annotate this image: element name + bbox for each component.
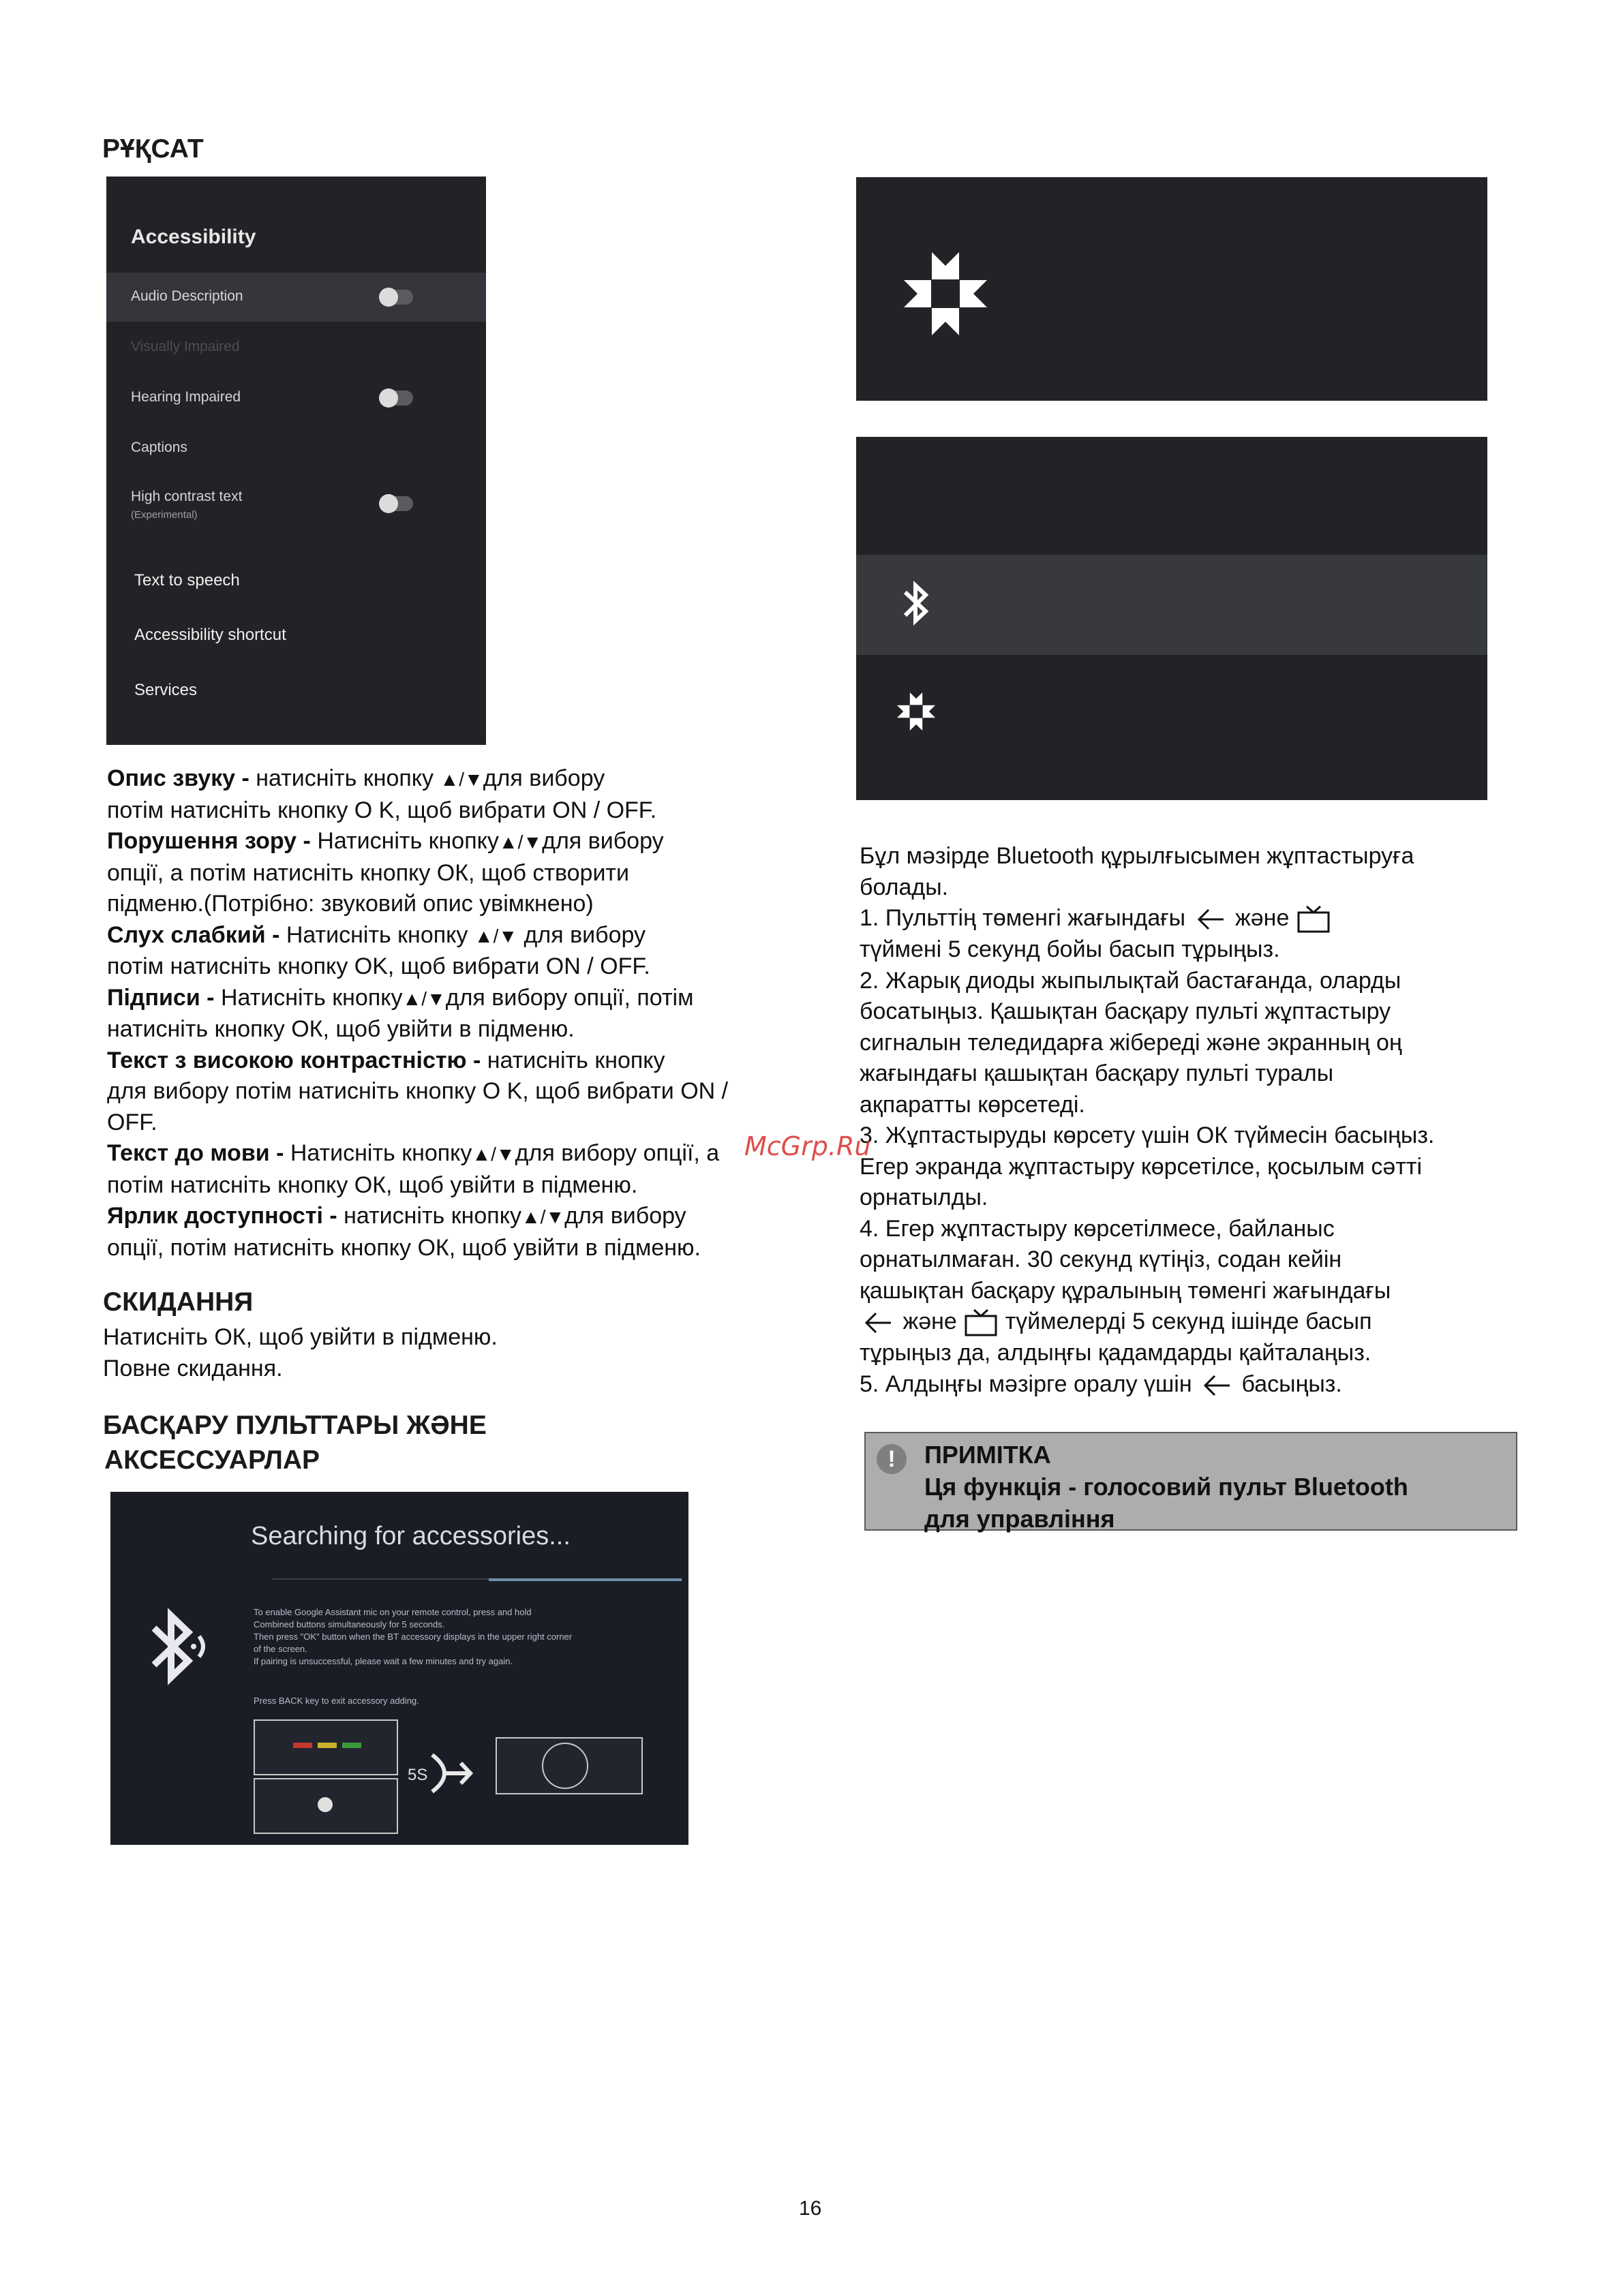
gamepad-screen [856, 177, 1487, 401]
ok-button-icon [542, 1743, 588, 1789]
text: 1. Пульттің төменгі жағындағы [860, 905, 1186, 931]
text-bold: Ярлик доступності - [107, 1203, 344, 1229]
text: Повне скидання. [103, 1355, 283, 1381]
high-contrast-toggle[interactable] [380, 496, 413, 511]
red-key [293, 1743, 312, 1748]
text: для вибору опції, а [515, 1140, 720, 1166]
note-line: Ця функція - голосовий пульт Bluetooth [924, 1473, 1408, 1501]
pairing-description [860, 841, 1541, 1400]
menu-item-label: Hearing Impaired [131, 389, 241, 405]
menu-item-accessibility-shortcut[interactable]: Accessibility shortcut [134, 626, 286, 644]
text: для вибору [517, 921, 646, 948]
menu-item-text-to-speech[interactable]: Text to speech [134, 571, 240, 590]
bluetooth-icon [140, 1606, 229, 1688]
text: 5. Алдыңғы мәзірге оралу үшін [860, 1371, 1192, 1397]
text: Натисніть кнопку [286, 921, 474, 948]
menu-item-audio-description[interactable] [106, 273, 486, 322]
instruction-line: Combined buttons simultaneously for 5 seconds. [254, 1619, 445, 1629]
up-down-arrows-icon: ▲/▼ [472, 1144, 515, 1165]
accessories-instructions [254, 1606, 572, 1668]
text-bold: Підписи - [107, 984, 221, 1011]
text: түймені 5 секунд бойы басып тұрыңыз. [860, 936, 1280, 963]
note-title: ПРИМІТКА [924, 1441, 1051, 1469]
menu-item-services[interactable]: Services [134, 681, 198, 699]
remote-top-illustration [254, 1719, 398, 1775]
text: және [1235, 905, 1290, 931]
text: 4. Егер жұптастыру көрсетілмесе, байланыс [860, 1215, 1335, 1242]
menu-item-hearing-impaired[interactable] [106, 373, 486, 423]
progress-track [273, 1578, 489, 1580]
text: ақпаратты көрсетеді. [860, 1091, 1085, 1118]
text: Натисніть кнопку [317, 828, 499, 854]
accessibility-screen-title: Accessibility [131, 226, 256, 248]
remote-bottom-illustration [254, 1778, 398, 1834]
tv-icon [1296, 904, 1331, 934]
section-title-reset: СКИДАННЯ [103, 1287, 254, 1317]
accessibility-screen [106, 177, 486, 745]
up-down-arrows-icon: ▲/▼ [474, 925, 518, 947]
section-title-permission: РҰҚСАТ [102, 134, 204, 164]
text: опції, потім натисніть кнопку ОК, щоб увійти в підменю. [107, 1234, 701, 1261]
menu-item-sublabel: (Experimental) [131, 509, 198, 521]
menu-item-captions[interactable] [106, 424, 486, 473]
text: опції, а потім натисніть кнопку ОК, щоб створити [107, 859, 629, 886]
section-title-remotes: БАСҚАРУ ПУЛЬТТАРЫ ЖӘНЕ [103, 1411, 487, 1440]
progress-indicator [489, 1578, 682, 1581]
instruction-line: of the screen. [254, 1644, 307, 1654]
menu-item-visually-impaired [106, 323, 486, 372]
text: для вибору опції, потім [445, 984, 694, 1011]
accessories-search-title: Searching for accessories... [251, 1522, 571, 1550]
back-arrow-icon [1198, 1373, 1235, 1398]
text: натисніть кнопку ОК, щоб увійти в підменю. [107, 1016, 575, 1042]
back-key-hint: Press BACK key to exit accessory adding. [254, 1696, 419, 1706]
text: Натисніть ОК, щоб увійти в підменю. [103, 1324, 498, 1350]
menu-item-label: Audio Description [131, 288, 243, 304]
menu-item-label: Captions [131, 440, 187, 455]
instruction-line: If pairing is unsuccessful, please wait a few minutes and try again. [254, 1656, 513, 1666]
menu-item-label: Visually Impaired [131, 339, 240, 354]
home-icon [318, 1797, 333, 1812]
arrow-right-icon [429, 1749, 473, 1797]
text: түймелерді 5 секунд ішінде басып [1005, 1308, 1372, 1335]
up-down-arrows-icon: ▲/▼ [402, 988, 446, 1009]
accessibility-description [107, 763, 830, 1264]
text: сигналын теледидарға жібереді және экранның оң [860, 1029, 1402, 1056]
hearing-impaired-toggle[interactable] [380, 391, 413, 405]
text: болады. [860, 874, 949, 900]
text: босатыңыз. Қашықтан басқару пульті жұптастыру [860, 998, 1391, 1025]
menu-item-label: High contrast text [131, 489, 243, 504]
text: OFF. [107, 1109, 157, 1135]
gamepad-icon [904, 252, 987, 335]
text: 3. Жұптастыруды көрсету үшін ОК түймесін басыңыз. [860, 1122, 1435, 1149]
bluetooth-devices-screen [856, 437, 1487, 800]
selected-row[interactable] [856, 555, 1487, 655]
text: Натисніть кнопку [220, 984, 403, 1011]
accessories-search-screen [110, 1492, 688, 1845]
text: қашықтан басқару құралының төменгі жағындағы [860, 1277, 1391, 1304]
text: жағындағы қашықтан басқару пульті туралы [860, 1060, 1334, 1087]
text: басыңыз. [1241, 1371, 1342, 1397]
up-down-arrows-icon: ▲/▼ [440, 769, 483, 790]
text: потім натисніть кнопку ОК, щоб увійти в підменю. [107, 1172, 638, 1198]
up-down-arrows-icon: ▲/▼ [521, 1206, 565, 1227]
text-bold: Опис звуку - [107, 765, 256, 791]
back-arrow-icon [1192, 907, 1229, 932]
note-line: для управління [924, 1505, 1115, 1533]
text: натисніть кнопку [487, 1047, 665, 1073]
text: тұрыңыз да, алдыңғы қадамдарды қайталаңыз. [860, 1340, 1371, 1366]
reset-description [103, 1322, 785, 1384]
instruction-line: Then press "OK" button when the BT accessory displays in the upper right corner [254, 1632, 573, 1642]
text: для вибору [542, 828, 664, 854]
audio-description-toggle[interactable] [380, 290, 413, 305]
text: орнатылды. [860, 1184, 988, 1211]
yellow-key [318, 1743, 337, 1748]
text-bold: Текст до мови - [107, 1140, 290, 1166]
text: орнатылмаған. 30 секунд күтіңіз, содан кейін [860, 1246, 1342, 1273]
watermark: McGrp.Ru [744, 1131, 871, 1161]
text: підменю.(Потрібно: звуковий опис увімкнено) [107, 891, 594, 917]
note-content [924, 1439, 1408, 1535]
text: және [902, 1308, 957, 1335]
bluetooth-icon [900, 580, 934, 628]
text: Натисніть кнопку [290, 1140, 472, 1166]
text: натисніть кнопку [256, 765, 440, 791]
instruction-line: To enable Google Assistant mic on your remote control, press and hold [254, 1607, 532, 1617]
gamepad-icon [897, 692, 935, 731]
text: натисніть кнопку [344, 1203, 521, 1229]
tv-icon [963, 1308, 999, 1338]
text: 2. Жарық диоды жыпылықтай бастағанда, оларды [860, 967, 1401, 994]
text: для вибору [483, 765, 605, 791]
menu-item-high-contrast-text[interactable] [106, 476, 486, 531]
text-bold: Слух слабкий - [107, 921, 286, 948]
text: Бұл мәзірде Bluetooth құрылғысымен жұптастыруға [860, 843, 1414, 869]
text: для вибору потім натисніть кнопку O K, щоб вибрати ON / [107, 1078, 729, 1104]
text: потім натисніть кнопку O K, щоб вибрати ON / OFF. [107, 797, 657, 823]
text: для вибору [564, 1203, 686, 1229]
back-arrow-icon [860, 1311, 896, 1335]
text-bold: Порушення зору - [107, 828, 318, 854]
info-icon: ! [877, 1444, 907, 1474]
text: Егер экранда жұптастыру көрсетілсе, қосылым сәтті [860, 1153, 1423, 1180]
section-title-remotes-line2: АКСЕССУАРЛАР [104, 1445, 320, 1475]
text: потім натисніть кнопку OK, щоб вибрати ON / OFF. [107, 953, 650, 979]
hold-timer-label: 5S [408, 1766, 428, 1784]
tv-screen-illustration [496, 1737, 643, 1794]
green-key [342, 1743, 361, 1748]
text-bold: Текст з високою контрастністю - [107, 1047, 487, 1073]
page-number: 16 [799, 2197, 822, 2220]
up-down-arrows-icon: ▲/▼ [498, 831, 543, 853]
note-box [864, 1432, 1517, 1531]
